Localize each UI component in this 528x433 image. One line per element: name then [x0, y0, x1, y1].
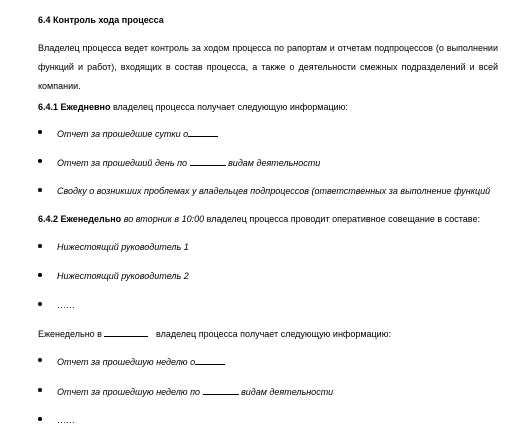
section-heading [38, 14, 164, 26]
daily-number: 6.4.1 [38, 102, 59, 112]
weekly-when: во вторник в 10:00 [123, 214, 205, 224]
daily-subheading [38, 101, 348, 113]
bullet [38, 244, 44, 250]
fill-blank [195, 355, 225, 365]
weekly-participant-3 [57, 299, 75, 311]
weekly-info-line [38, 327, 391, 340]
fill-blank [188, 127, 218, 137]
info-item-3-text: …… [57, 415, 75, 425]
bullet [38, 388, 44, 394]
bullet [38, 302, 44, 308]
daily-item-3-text: Сводку о возникших проблемах у владельцев подпроцессов (ответственных за выполнение функций [57, 186, 491, 196]
weekly-info-item-3 [57, 414, 75, 426]
daily-item-2 [57, 156, 320, 169]
daily-keyword: Ежедневно [60, 102, 111, 112]
weekly-info-item-1 [57, 355, 225, 368]
weekly-info-item-2 [57, 385, 333, 398]
participant-text: …… [57, 300, 75, 310]
daily-item-1-text: Отчет за прошедшие сутки о [57, 129, 189, 139]
bullet [38, 417, 44, 423]
fill-blank [104, 327, 148, 337]
section-number: 6.4 [38, 15, 51, 25]
section-title: Контроль хода процесса [53, 15, 164, 25]
weekly-info-before: Еженедельно в [38, 329, 102, 339]
daily-item-2-after: видам деятельности [228, 158, 321, 168]
bullet [38, 159, 44, 165]
info-item-2-after: видам деятельности [241, 387, 334, 397]
weekly-participant-2 [57, 270, 189, 282]
fill-blank [203, 385, 239, 395]
participant-text: Нижестоящий руководитель 2 [57, 271, 189, 281]
info-item-2-text: Отчет за прошедшую неделю по [57, 387, 201, 397]
weekly-info-after: владелец процесса получает следующую информацию: [156, 329, 391, 339]
daily-item-2-text: Отчет за прошедший день по [57, 158, 188, 168]
weekly-participant-1 [57, 241, 189, 253]
weekly-keyword: Еженедельно [60, 214, 122, 224]
intro-text: Владелец процесса ведет контроль за ходом процесса по рапортам и отчетам подпроцессов (о выполнении функций и работ), входящих в состав процесса, а также о деятельности смежных подразделений и всей компании. [38, 43, 498, 91]
daily-rest: владелец процесса получает следующую информацию: [112, 102, 348, 112]
participant-text: Нижестоящий руководитель 1 [57, 242, 189, 252]
weekly-subheading [38, 213, 480, 225]
fill-blank [190, 156, 226, 166]
bullet [38, 130, 44, 136]
bullet [38, 358, 44, 364]
info-item-1-text: Отчет за прошедшую неделю о [57, 357, 196, 367]
weekly-number: 6.4.2 [38, 214, 59, 224]
intro-paragraph [38, 39, 498, 96]
weekly-rest: владелец процесса проводит оперативное совещание в составе: [206, 214, 480, 224]
bullet [38, 188, 44, 194]
daily-item-1 [57, 127, 218, 140]
bullet [38, 273, 44, 279]
daily-item-3 [57, 185, 490, 197]
